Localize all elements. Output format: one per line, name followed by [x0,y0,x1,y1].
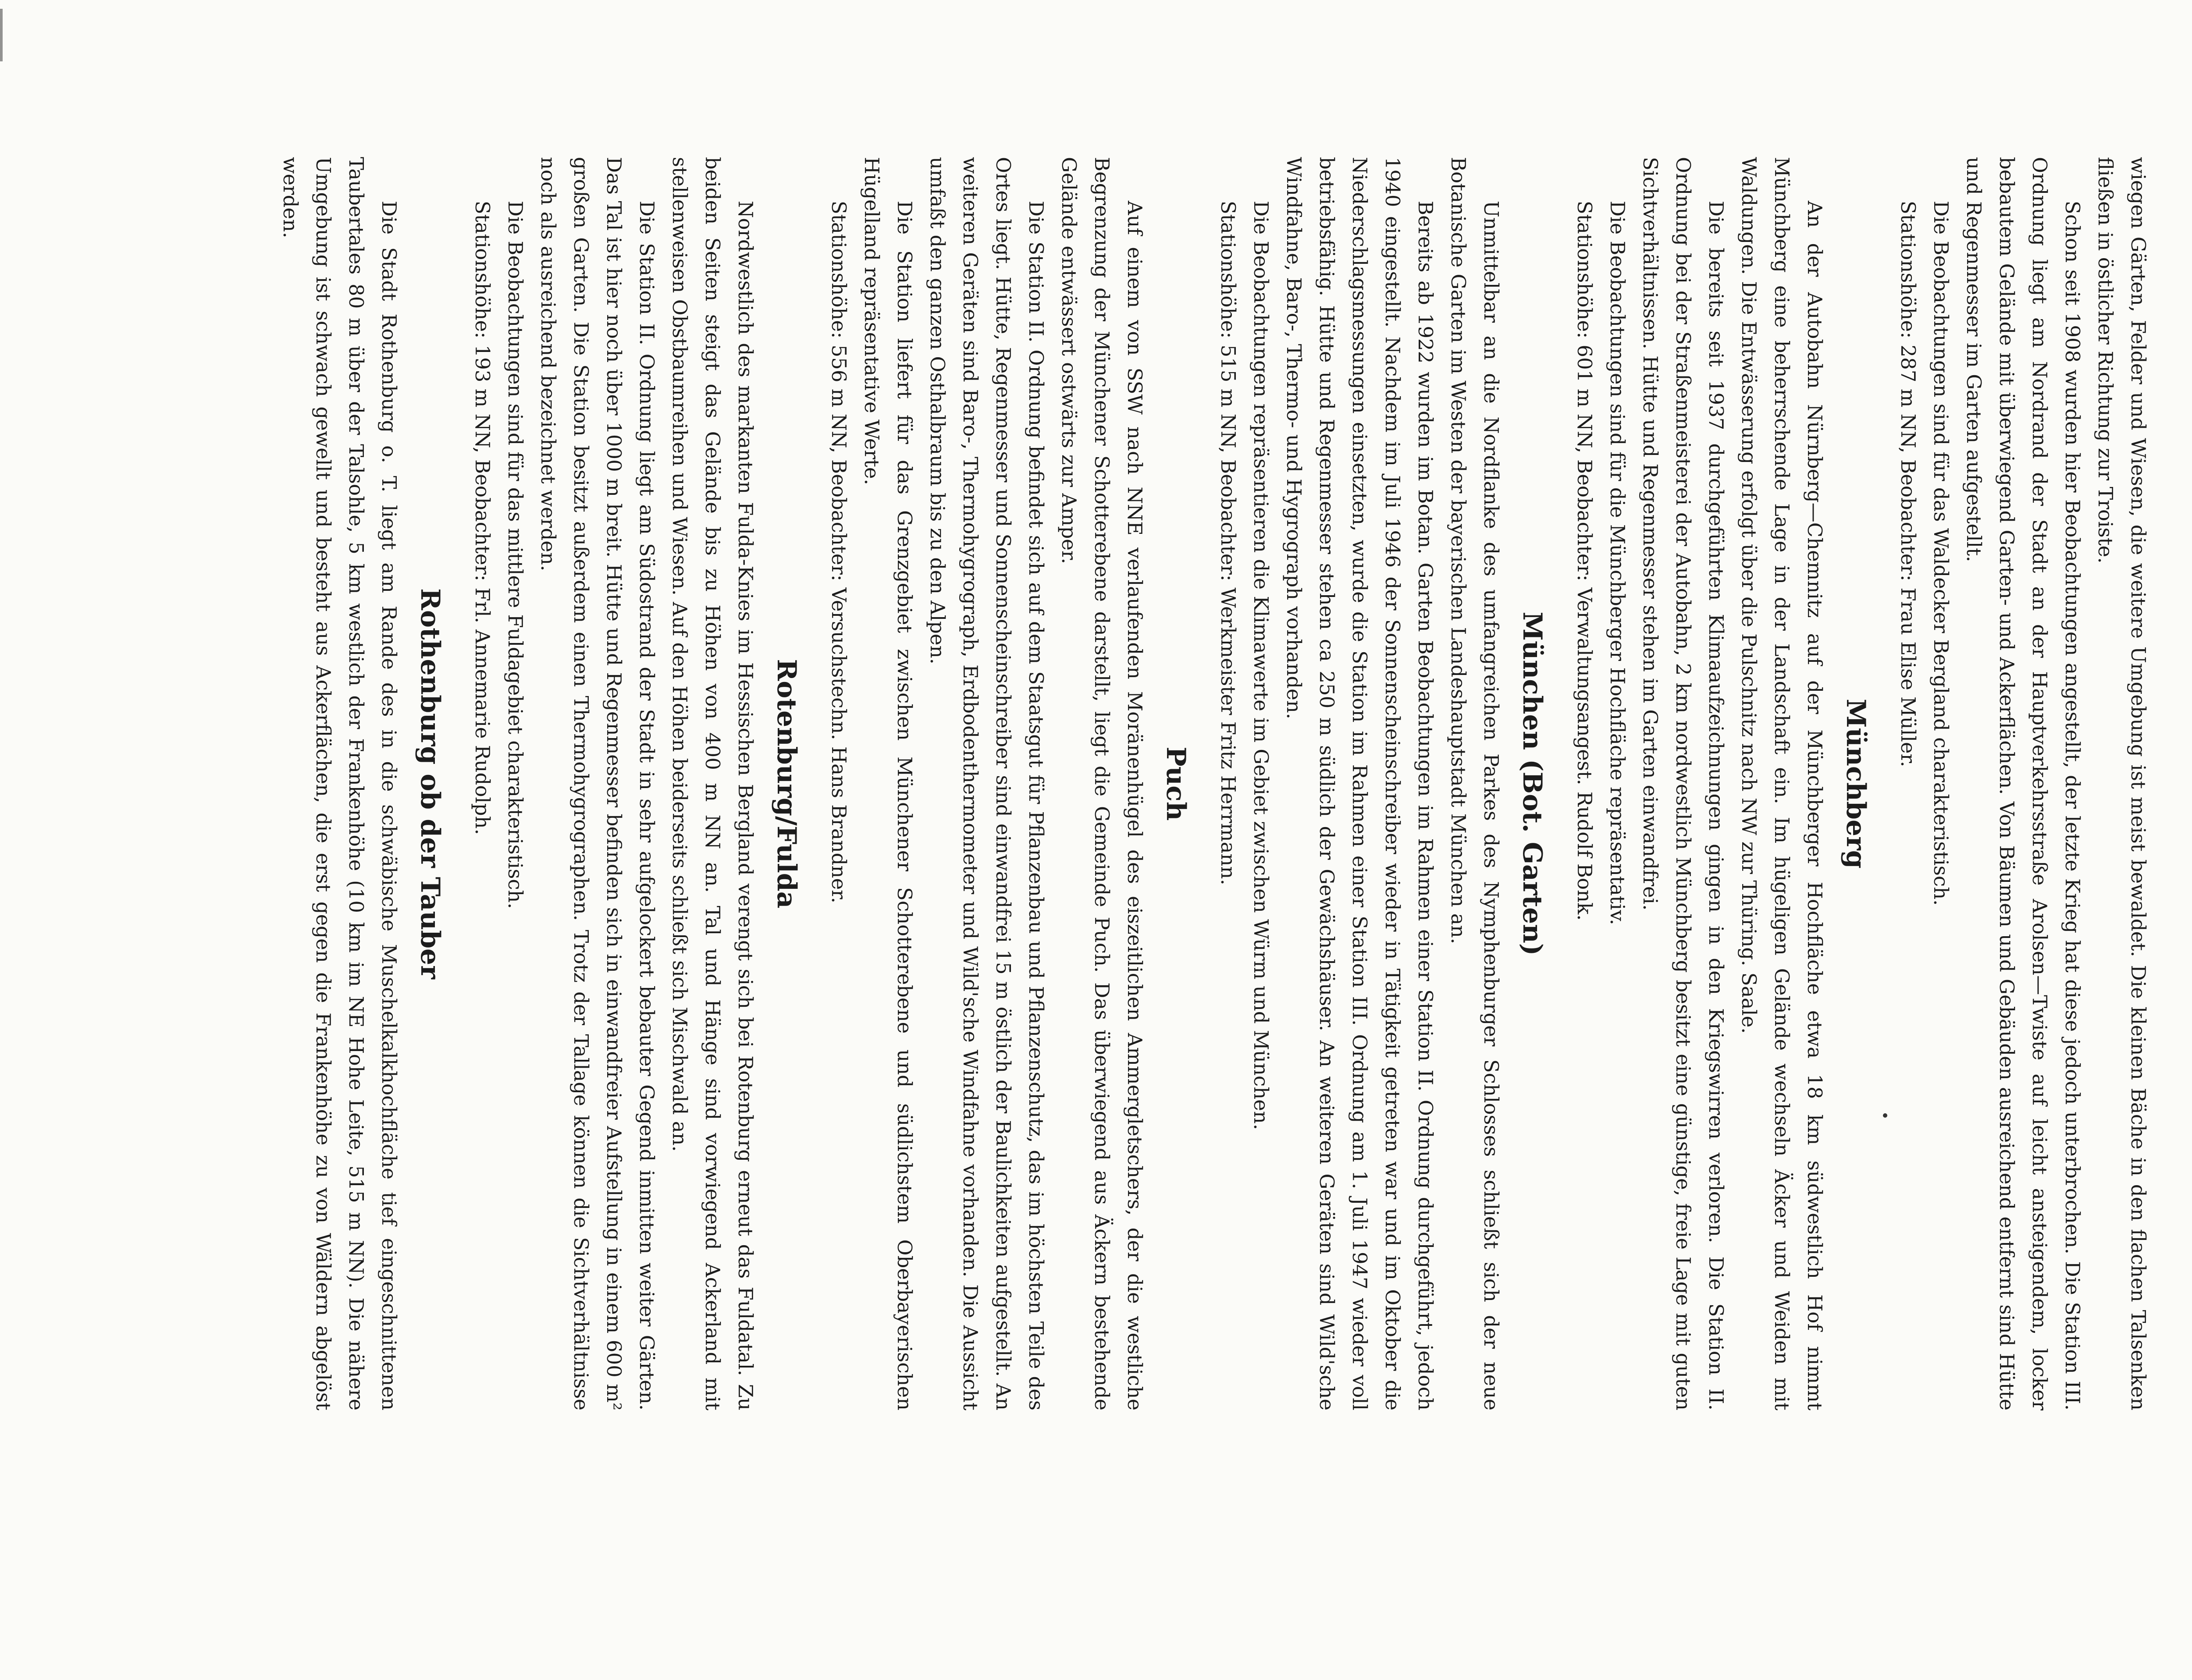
paragraph: wiegen Gärten, Felder und Wiesen, die weitere Umgebung ist meist bewaldet. Die kleinen Bäche in den flachen Talsenken fließen in östlicher Richtung zur Troiste. [2094,157,2150,1410]
page-content [274,157,2155,1410]
station-info: Stationshöhe: 556 m NN, Beobachter: Versuchstechn. Hans Brandner. [827,201,850,903]
station-info: Stationshöhe: 287 m NN, Beobachter: Frau Elise Müller. [1897,201,1920,767]
paragraph: Die Station II. Ordnung liegt am Südostrand der Stadt in sehr aufgelockert bebauter Gegend inmitten weiter Gärten. Das Tal ist hier noch über 1000 m breit. Hütte und Regenmesser befinden sich in einwandfreier Aufstellung in einem 600 m² großen Garten. Die Station besitzt außerdem einen Thermohygrographen. Trotz der Tallage können die Sichtverhältnisse noch als ausreichend bezeichnet werden. [537,157,658,1410]
paragraph: Die Stadt Rothenburg o. T. liegt am Rande des in die schwäbische Muschelkalkhochfläche tief eingeschnittenen Taubertales 80 m über der Talsohle, 5 km westlich der Frankenhöhe (10 km im NE Hohe Leite, 515 m NN). Die nähere Umgebung ist schwach gewellt und besteht aus Ackerflächen, die erst gegen die Frankenhöhe zu von Wäldern abgelöst werden. [279,157,401,1410]
paragraph: Die Beobachtungen repräsentieren die Klimawerte im Gebiet zwischen Würm und München. [1249,201,1273,1130]
paragraph: Schon seit 1908 wurden hier Beobachtungen angestellt, der letzte Krieg hat diese jedoch unterbrochen. Die Station III. Ordnung liegt am Nordrand der Stadt an der Hauptverkehrsstraße Arolsen—Twiste auf leicht ansteigendem, locker bebautem Gelände mit überwiegend Garten- und Ackerflächen. Von Bäumen und Gebäuden ausreichend entfernt sind Hütte und Regenmesser im Garten aufgestellt. [1962,157,2084,1410]
station-info: Stationshöhe: 193 m NN, Beobachter: Frl. Annemarie Rudolph. [471,201,494,835]
ink-dot [1883,1113,1887,1118]
paragraph: Die Station liefert für das Grenzgebiet zwischen Münchener Schotterebene und südlichstem Oberbayerischen Hügelland repräsentative Werte. [860,157,916,1410]
paragraph: Die Beobachtungen sind für das mittlere Fuldagebiet charakteristisch. [504,201,527,909]
paragraph: Bereits ab 1922 wurden im Botan. Garten Beobachtungen im Rahmen einer Station II. Ordnung durchgeführt, jedoch 1940 eingestellt. Nachdem im Juli 1946 der Sonnenscheinschreiber wieder in Tätigkeit getreten war und im Oktober die Niederschlagsmessungen einsetzten, wurde die Station im Rahmen einer Station III. Ordnung am 1. Juli 1947 wieder voll betriebsfähig. Hütte und Regenmesser stehen ca 250 m südlich der Gewächshäuser. An weiteren Geräten sind Wild'sche Windfahne, Baro-, Thermo- und Hygrograph vorhanden. [1282,157,1437,1410]
paragraph: Die Beobachtungen sind für das Waldecker Bergland charakteristisch. [1929,201,1953,906]
section-heading: Puch [1160,746,1191,821]
paragraph: Nordwestlich des markanten Fulda-Knies im Hessischen Bergland verengt sich bei Rotenburg erneut das Fuldatal. Zu beiden Seiten steigt das Gelände bis zu Höhen von 400 m NN an. Tal und Hänge sind vorwiegend Ackerland mit stellenweisen Obstbaumreihen und Wiesen. Auf den Höhen beiderseits schließt sich Mischwald an. [668,157,757,1410]
section-heading: Münchberg [1840,699,1871,869]
section-heading: Rothenburg ob der Tauber [415,588,445,979]
station-info: Stationshöhe: 601 m NN, Beobachter: Verwaltungsangest. Rudolf Bonk. [1573,201,1596,921]
station-info: Stationshöhe: 515 m NN, Beobachter: Werkmeister Fritz Herrmann. [1217,201,1240,885]
paragraph: Auf einem von SSW nach NNE verlaufenden Moränenhügel des eiszeitlichen Ammergletschers, der die westliche Begrenzung der Münchener Schotterebene darstellt, liegt die Gemeinde Puch. Das überwiegend aus Äckern bestehende Gelände entwässert ostwärts zur Amper. [1057,157,1146,1410]
paragraph: Die Beobachtungen sind für die Münchberger Hochfläche repräsentativ. [1606,201,1629,925]
section-heading: Rotenburg/Fulda [771,659,802,909]
paragraph: Die bereits seit 1937 durchgeführten Klimaaufzeichnungen gingen in den Kriegswirren verloren. Die Station II. Ordnung bei der Straßenmeisterei der Autobahn, 2 km nordwestlich Münchberg besitzt eine günstige, freie Lage mit guten Sichtverhältnissen. Hütte und Regenmesser stehen im Garten einwandfrei. [1639,157,1728,1410]
paragraph: Die Station II. Ordnung befindet sich auf dem Staatsgut für Pflanzenbau und Pflanzenschutz, das im höchsten Teile des Ortes liegt. Hütte, Regenmesser und Sonnenscheinschreiber sind einwandfrei 15 m östlich der Baulichkeiten aufgestellt. An weiteren Geräten sind Baro-, Thermohygrograph, Erdbodenthermometer und Wild'sche Windfahne vorhanden. Die Aussicht umfaßt den ganzen Osthalbraum bis zu den Alpen. [926,157,1048,1410]
section-heading: München (Bot. Garten) [1517,611,1548,956]
paragraph: Unmittelbar an die Nordflanke des umfangreichen Parkes des Nymphenburger Schlosses schließt sich der neue Botanische Garten im Westen der bayerischen Landeshauptstadt München an. [1447,157,1503,1410]
paragraph: An der Autobahn Nürnberg—Chemnitz auf der Münchberger Hochfläche etwa 18 km südwestlich Hof nimmt Münchberg eine beherrschende Lage in der Landschaft ein. Im hügeligen Gelände wechseln Äcker und Weiden mit Waldungen. Die Entwässerung erfolgt über die Pulschnitz nach NW zur Thüring. Saale. [1737,157,1826,1410]
